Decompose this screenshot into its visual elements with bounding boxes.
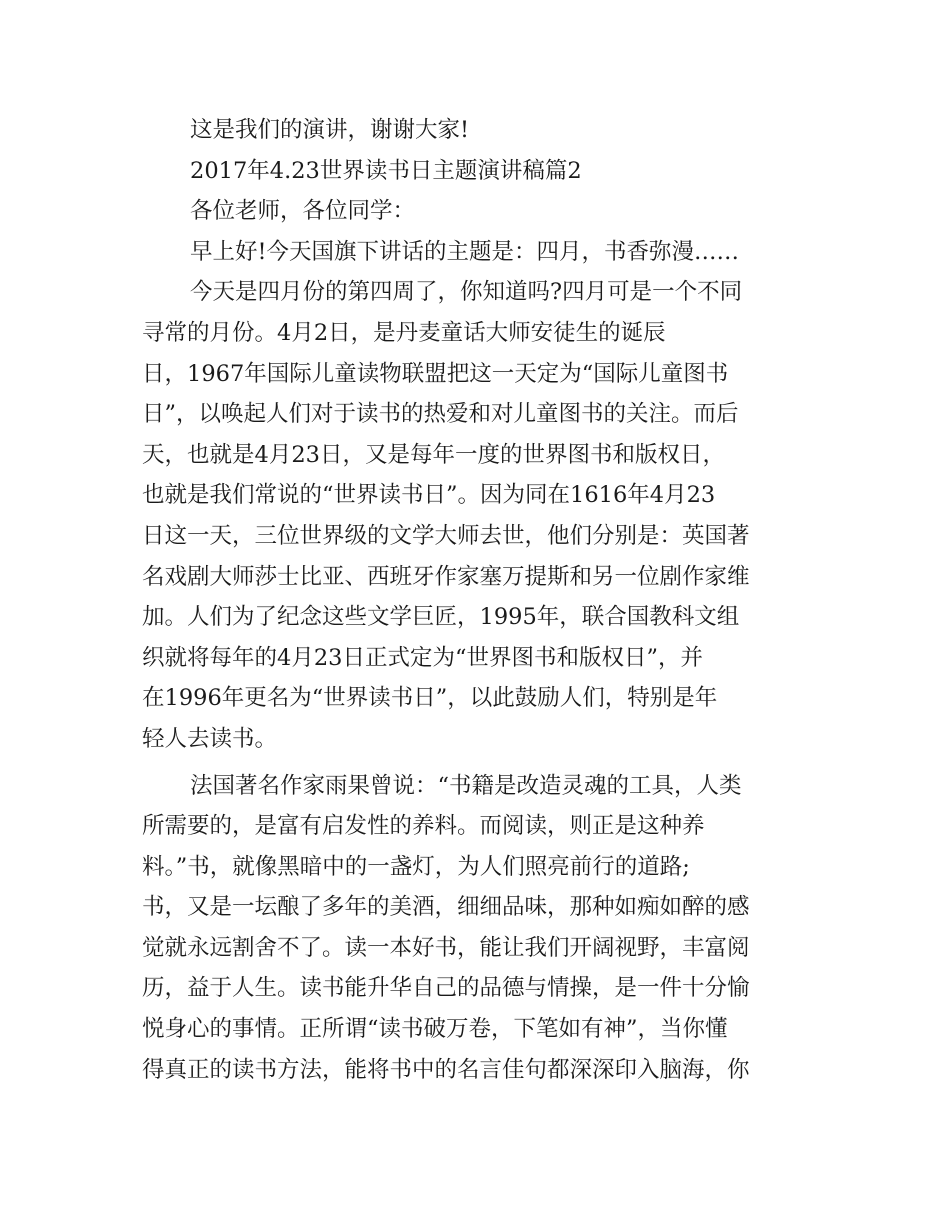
closing-line: 这是我们的演讲，谢谢大家! <box>190 117 470 143</box>
paragraph-line: 轻人去读书。 <box>142 725 278 752</box>
paragraph-line: 今天是四月份的第四周了，你知道吗?四月可是一个不同 <box>190 279 743 306</box>
paragraph-line: 日”，以唤起人们对于读书的热爱和对儿童图书的关注。而后 <box>142 401 739 428</box>
paragraph-line: 得真正的读书方法，能将书中的名言佳句都深深印入脑海，你 <box>142 1056 750 1083</box>
document-body <box>142 110 822 1090</box>
paragraph-line: 书，又是一坛酿了多年的美酒，细细品味，那种如痴如醉的感 <box>142 894 750 921</box>
paragraph-line: 悦身心的事情。正所谓“读书破万卷，下笔如有神”，当你懂 <box>142 1016 728 1043</box>
paragraph-line: 也就是我们常说的“世界读书日”。因为同在1616年4月23 <box>142 482 716 509</box>
paragraph-line: 名戏剧大师莎士比亚、西班牙作家塞万提斯和另一位剧作家维 <box>142 563 750 590</box>
paragraph-line: 加。人们为了纪念这些文学巨匠，1995年，联合国教科文组 <box>142 604 740 631</box>
paragraph-line: 天，也就是4月23日，又是每年一度的世界图书和版权日， <box>142 441 725 468</box>
paragraph-line: 寻常的月份。4月2日，是丹麦童话大师安徒生的诞辰 <box>142 319 666 346</box>
paragraph-line: 在1996年更名为“世界读书日”，以此鼓励人们，特别是年 <box>142 685 718 712</box>
paragraph-line: 觉就永远割舍不了。读一本好书，能让我们开阔视野，丰富阅 <box>142 934 750 961</box>
paragraph-line: 所需要的，是富有启发性的养料。而阅读，则正是这种养 <box>142 813 705 840</box>
salutation: 各位老师，各位同学： <box>190 198 416 225</box>
paragraph-line: 织就将每年的4月23日正式定为“世界图书和版权日”，并 <box>142 644 703 671</box>
paragraph-line: 料。”书，就像黑暗中的一盏灯，为人们照亮前行的道路; <box>142 853 690 880</box>
paragraph-line: 法国著名作家雨果曾说：“书籍是改造灵魂的工具，人类 <box>190 772 742 799</box>
paragraph-line: 历，益于人生。读书能升华自己的品德与情操，是一件十分愉 <box>142 975 750 1002</box>
paragraph-line: 日这一天，三位世界级的文学大师去世，他们分别是：英国著 <box>142 522 750 549</box>
section-title: 2017年4.23世界读书日主题演讲稿篇2 <box>190 157 582 184</box>
greeting-line: 早上好!今天国旗下讲话的主题是：四月，书香弥漫…… <box>190 238 740 265</box>
paragraph-line: 日，1967年国际儿童读物联盟把这一天定为“国际儿童图书 <box>142 360 729 387</box>
